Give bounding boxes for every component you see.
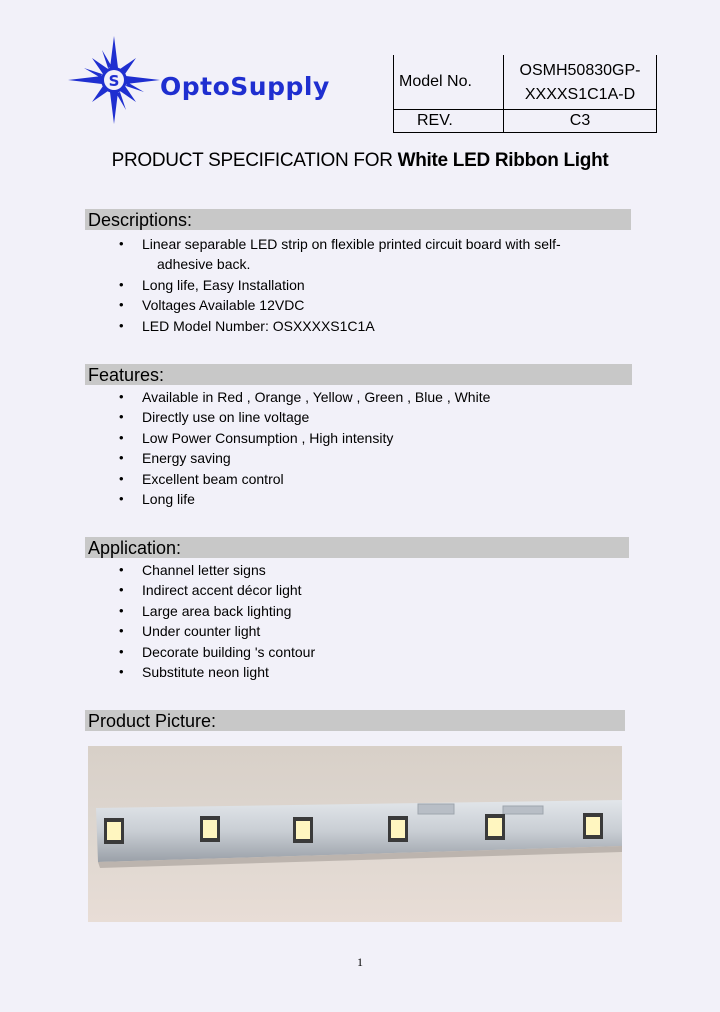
led-strip-photo-image <box>88 746 622 922</box>
application-list <box>120 560 634 682</box>
list-item <box>120 234 634 275</box>
list-item: • Substitute neon light <box>120 662 634 682</box>
page-number: 1 <box>357 955 363 969</box>
page-title <box>0 150 720 172</box>
title-product: White LED Ribbon Light <box>397 150 609 171</box>
descriptions-list <box>120 234 634 336</box>
features-heading: Features: <box>85 364 632 385</box>
features-list <box>120 387 634 509</box>
list-item: • Under counter light <box>120 621 634 641</box>
list-item: • Long life <box>120 489 634 509</box>
list-item: • Energy saving <box>120 448 634 468</box>
led-strip-photo <box>88 746 622 922</box>
model-table <box>393 55 657 133</box>
logo-text: OptoSupply <box>160 72 330 101</box>
list-item: • Directly use on line voltage <box>120 407 634 427</box>
list-item: • Available in Red , Orange , Yellow , Green , Blue , White <box>120 387 634 407</box>
description-line1: Linear separable LED strip on flexible printed circuit board with self- <box>142 236 561 252</box>
model-value <box>504 55 657 110</box>
model-label: Model No. <box>394 55 504 110</box>
list-item: • Excellent beam control <box>120 469 634 489</box>
rev-label: REV. <box>394 110 504 133</box>
optosupply-logo <box>68 36 368 126</box>
list-item: • Large area back lighting <box>120 601 634 621</box>
list-item: • LED Model Number: OSXXXXS1C1A <box>120 316 634 336</box>
list-item: • Decorate building 's contour <box>120 642 634 662</box>
descriptions-heading: Descriptions: <box>85 209 631 230</box>
application-heading: Application: <box>85 537 629 558</box>
list-item: • Indirect accent décor light <box>120 580 634 600</box>
rev-value: C3 <box>504 110 657 133</box>
logo-letter: S <box>108 72 120 90</box>
product-picture-heading: Product Picture: <box>85 710 625 731</box>
description-line2: adhesive back. <box>157 256 251 273</box>
list-item: • Channel letter signs <box>120 560 634 580</box>
list-item: • Voltages Available 12VDC <box>120 295 634 315</box>
list-item: • Long life, Easy Installation <box>120 275 634 295</box>
model-value-line1: OSMH50830GP- <box>519 62 641 79</box>
model-value-line2: XXXXS1C1A-D <box>524 86 636 103</box>
list-item: • Low Power Consumption , High intensity <box>120 428 634 448</box>
title-prefix: PRODUCT SPECIFICATION FOR <box>111 150 398 171</box>
